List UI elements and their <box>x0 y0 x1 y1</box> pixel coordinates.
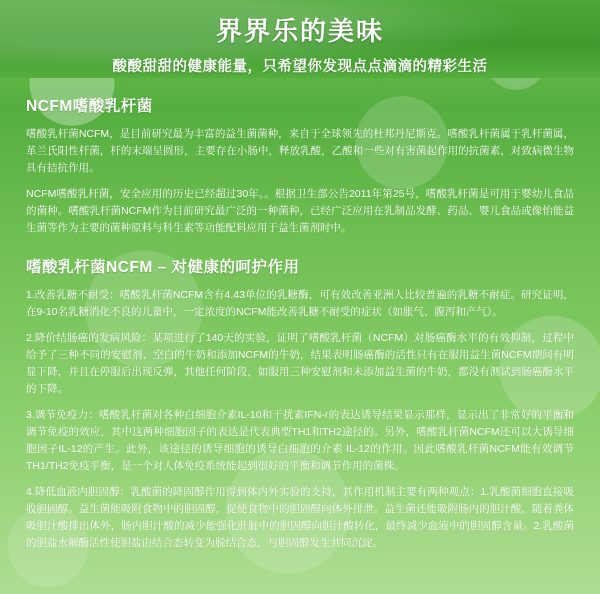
paragraph: 3.调节免疫力：嗜酸乳杆菌对各种白细胞介素IL-10和干扰素IFN-г的表达诱导结果显示那样，显示出了非常好的平衡和调节免疫的效应，其中这两种细胞因子的表达是代表典型TH1和TH2途径的。另外，嗜酸乳杆菌NCFM还可以大诱导细胞因子IL-12的产生。此外，该途径的诱导细胞的诱导白细胞的介素 IL-12的作用。因此嗜酸乳杆菌NCFM能有效调节TH1/TH2免疫平衡，是一个对人体免疫系统能起到很好的平衡和调节作用的菌株。 <box>26 409 574 472</box>
paragraph: 嗜酸乳杆菌NCFM，是目前研究最为丰富的益生菌菌种，来自于全球领先的杜邦丹尼斯克。嗜酸乳杆菌属于乳杆菌属，革兰氏阳性杆菌，杆的末端呈圆形，主要存在小肠中，释放乳酸，乙酸和一些对有害菌起作用的抗菌素，对致病微生物具有拮抗作用。 <box>26 128 574 174</box>
paragraph: 2.降价结肠癌的发病风险：某项进行了140天的实验，证明了嗜酸乳杆菌（NCFM）对肠癌酶水平的有效抑制，过程中给予了三种不同的安慰剂、空白的牛奶和添加NCFM的牛奶，结果表明肠癌酶的活性只有在服用益生菌NCFM期间有明显下降，并且在停服后出现反弹，其他任何阶段，如服用三种安慰剂和未添加益生菌的牛奶，都没有测试到肠癌酶水平的下降。 <box>26 332 574 395</box>
paragraph: 1.改善乳糖不耐受：嗜酸乳杆菌NCFM含有4.43单位的乳糖酶，可有效改善亚洲人比较普遍的乳糖不耐症。研究证明，在9-10名乳糖消化不良的儿童中，一定浓度的NCFM能改善乳糖不耐受的症状（如胀气、腹泻和产气）。 <box>26 289 574 318</box>
section-heading-health-benefits: 嗜酸乳杆菌NCFM – 对健康的呵护作用 <box>26 259 300 276</box>
article-body <box>0 78 600 562</box>
header-banner <box>0 0 600 78</box>
paragraph: 4.降低血液内胆固醇：乳酸菌的降固醇作用得到体内外实验的支持，其作用机制主要有两种观点：1.乳酸菌细胞直接吸收胆固醇。益生菌能吸附食物中的胆固醇，促使食物中的胆固醇向体外排泄。益生菌还能吸附肠内的胆汁酸，随着粪体吸胆汁酸排出体外，肠内胆汁酸的减少能强化肝脏中的胆固醇向胆汁酸转化，最终减少血液中的胆固醇含量。2.乳酸菌的胆盐水解酶活性使胆盐由结合态转变为脱结合态，与胆固醇发生共同沉淀。 <box>26 486 574 549</box>
section-heading-ncfm: NCFM嗜酸乳杆菌 <box>26 98 153 115</box>
paragraph: NCFM嗜酸乳杆菌，安全应用的历史已经超过30年。。根据卫生部公告2011年第25号，嗜酸乳杆菌是可用于婴幼儿食品的菌种。嗜酸乳杆菌NCFM作为目前研究最广泛的一种菌种，已经广泛应用在乳制品发酵、药品、婴儿食品或像怡能益生菌等作为主要的菌种原料与科生素等功能配料应用于益生菌剂时中。 <box>26 188 574 234</box>
page-title: 界界乐的美味 <box>215 16 384 46</box>
page-subtitle: 酸酸甜甜的健康能量，只希望你发现点点滴滴的精彩生活 <box>112 59 488 75</box>
